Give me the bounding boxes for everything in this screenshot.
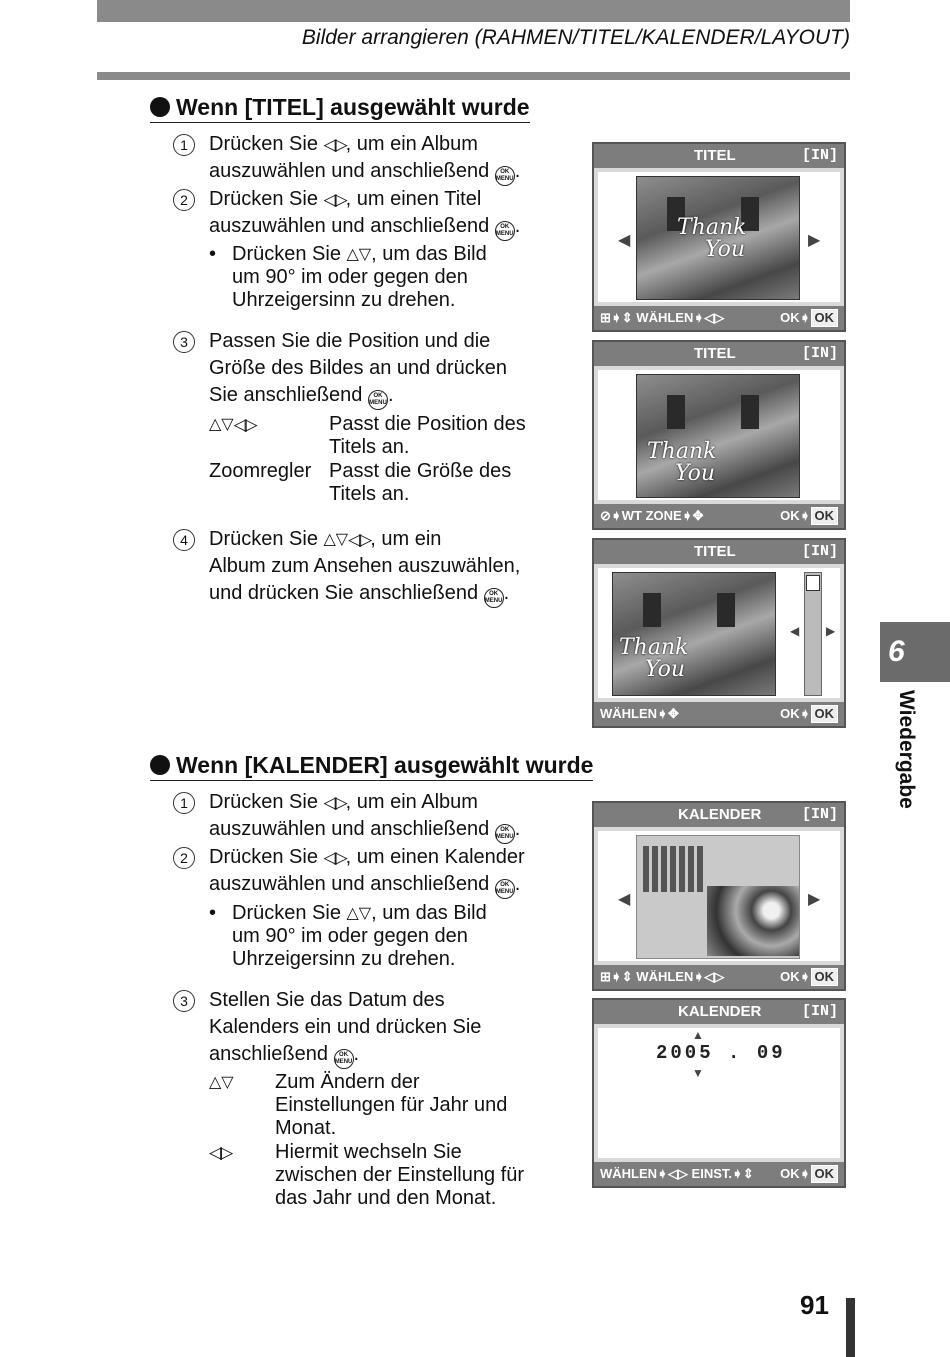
left-arrow-icon: ◀ [618, 891, 631, 908]
ok-menu-button-icon: OK MENU [495, 166, 515, 186]
right-arrow-icon: ▶ [808, 232, 821, 249]
running-header: Bilder arrangieren (RAHMEN/TITEL/KALENDER/LAYOUT) [301, 26, 850, 49]
four-way-icon: ➧✥ [681, 508, 704, 523]
step-number: 3 [173, 990, 195, 1012]
titel-step-3: Passen Sie die Position und die Größe des Bildes an und drücken Sie anschließend OK MENU. [209, 328, 549, 410]
ok-menu-button-icon: OK MENU [495, 824, 515, 844]
left-right-arrows-icon: ◁▷ [323, 848, 346, 867]
date-display[interactable]: 2005 . 09 [656, 1042, 786, 1064]
up-down-arrows-icon: △▽ [346, 246, 372, 263]
rotate-zoom-icon: ⊘➧WT [600, 508, 646, 523]
left-right-arrows-icon: ◁▷ [323, 190, 346, 209]
lcd-header: KALENDER [IN] [594, 803, 844, 827]
step-number: 1 [173, 134, 195, 156]
kalender-step-1: Drücken Sie ◁▷, um ein Album auszuwählen und anschließend OK MENU. [209, 789, 549, 844]
four-way-icon: ➧✥ [657, 706, 679, 721]
section-heading-titel: Wenn [TITEL] ausgewählt wurde [150, 94, 530, 123]
lcd-footer: WÄHLEN➧◁▷ EINST.➧⇕ OK➧ OK [594, 1162, 844, 1186]
lcd-screen-titel-position [592, 340, 846, 530]
right-arrow-icon: ▶ [808, 891, 821, 908]
lcd-screen-titel-select [592, 142, 846, 332]
calendar-template [636, 835, 800, 959]
left-right-arrows-icon: ◁▷ [348, 530, 371, 549]
titel-row1-desc: Passt die Position des Titels an. [329, 413, 526, 458]
up-down-arrows-icon: △▽ [209, 1074, 234, 1091]
left-right-icon: ➧◁▷ [693, 310, 725, 325]
step-number: 2 [173, 189, 195, 211]
ok-menu-button-icon: OK MENU [368, 390, 388, 410]
page-number: 91 [800, 1290, 829, 1320]
flower-photo [707, 886, 799, 956]
album-scroll-bar[interactable] [804, 572, 822, 696]
ok-menu-button-icon: OK MENU [334, 1049, 354, 1069]
left-right-icon: ➧◁▷ [657, 1166, 692, 1181]
cathedral-photo: Thank You [636, 374, 800, 498]
chapter-tab[interactable]: 6 [880, 622, 950, 682]
lcd-footer: ⊞➧⇕ WÄHLEN➧◁▷ OK➧ OK [594, 965, 844, 989]
chapter-name: Wiedergabe [895, 690, 918, 809]
left-arrow-icon: ◀ [790, 624, 800, 638]
lcd-screen-titel-view [592, 538, 846, 728]
up-down-icon: ➧⇕ [732, 1166, 754, 1181]
zoom-lever-label: Zoomregler [209, 460, 312, 482]
titel-step-2-bullet: • Drücken Sie △▽, um das Bild um 90° im oder gegen den Uhrzeigersinn zu drehen. [209, 243, 487, 311]
up-down-arrows-icon: △▽ [323, 531, 349, 548]
titel-step-2: Drücken Sie ◁▷, um einen Titel auszuwählen und anschließend OK MENU. [209, 186, 549, 241]
left-right-icon: ➧◁▷ [693, 969, 725, 984]
step-number: 4 [173, 529, 195, 551]
step-number: 1 [173, 792, 195, 814]
titel-row2-desc: Passt die Größe des Titels an. [329, 460, 512, 505]
kalender-step-2: Drücken Sie ◁▷, um einen Kalender auszuwählen und anschließend OK MENU. [209, 844, 549, 899]
lcd-header: TITEL [IN] [594, 540, 844, 564]
ok-menu-button-icon: OK MENU [495, 879, 515, 899]
bullet-dot-icon [150, 97, 170, 117]
section-heading-kalender: Wenn [KALENDER] ausgewählt wurde [150, 752, 593, 781]
lcd-header: TITEL [IN] [594, 144, 844, 168]
lcd-footer: ⊞➧⇕ WÄHLEN➧◁▷ OK➧ OK [594, 306, 844, 330]
ok-menu-button-icon: OK MENU [484, 588, 504, 608]
lcd-footer: WÄHLEN➧✥ OK➧ OK [594, 702, 844, 726]
up-arrow-icon: ▲ [692, 1028, 704, 1042]
four-way-arrows-icon: △▽◁▷ [209, 415, 256, 434]
cathedral-photo: Thank You [612, 572, 776, 696]
kalender-step-2-bullet: • Drücken Sie △▽, um das Bild um 90° im oder gegen den Uhrzeigersinn zu drehen. [209, 902, 487, 970]
step-number: 2 [173, 847, 195, 869]
down-arrow-icon: ▼ [692, 1066, 704, 1080]
kalender-step-3: Stellen Sie das Datum des Kalenders ein und drücken Sie anschließend OK MENU. [209, 987, 549, 1069]
calendar-grid [643, 846, 703, 892]
lcd-screen-kalender-date [592, 998, 846, 1188]
header-rule [97, 72, 850, 80]
left-right-arrows-icon: ◁▷ [323, 793, 346, 812]
lcd-screen-kalender-select [592, 801, 846, 991]
frame-zoom-icon: ⊞➧⇕ [600, 310, 637, 325]
ok-menu-button-icon: OK MENU [495, 221, 515, 241]
titel-step-1: Drücken Sie ◁▷, um ein Album auszuwählen und anschließend OK MENU. [209, 131, 549, 186]
kalender-row2-desc: Hiermit wechseln Sie zwischen der Einstellung für das Jahr und den Monat. [275, 1141, 525, 1209]
top-rule [97, 0, 850, 22]
titel-step-4: Drücken Sie △▽◁▷, um ein Album zum Ansehen auszuwählen, und drücken Sie anschließend OK MENU. [209, 526, 549, 608]
kalender-row1-desc: Zum Ändern der Einstellungen für Jahr und Monat. [275, 1071, 508, 1139]
lcd-footer: ⊘➧WT ZONE➧✥ OK➧ OK [594, 504, 844, 528]
right-arrow-icon: ▶ [826, 624, 836, 638]
frame-zoom-icon: ⊞➧⇕ [600, 969, 637, 984]
left-right-arrows-icon: ◁▷ [323, 135, 346, 154]
left-arrow-icon: ◀ [618, 232, 631, 249]
step-number: 3 [173, 331, 195, 353]
lcd-header: TITEL [IN] [594, 342, 844, 366]
page-edge-bar [846, 1298, 855, 1357]
left-right-arrows-icon: ◁▷ [209, 1143, 232, 1162]
lcd-header: KALENDER [IN] [594, 1000, 844, 1024]
cathedral-photo: Thank You [636, 176, 800, 300]
up-down-arrows-icon: △▽ [346, 905, 372, 922]
bullet-dot-icon [150, 755, 170, 775]
